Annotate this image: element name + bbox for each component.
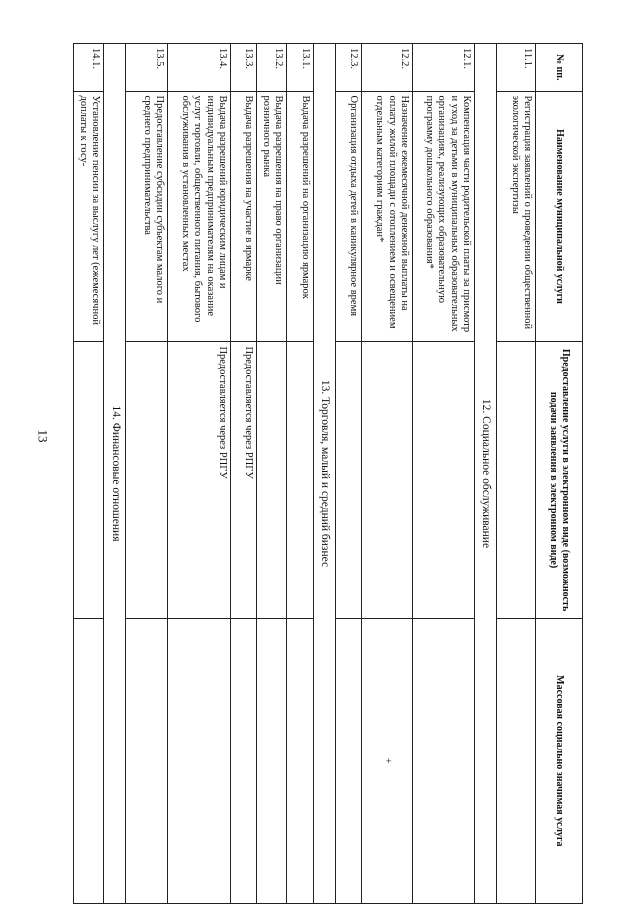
row-num: 11.1. (497, 44, 536, 92)
row-name: Регистрация заявлений о проведении общественной экологической экспертизы (497, 91, 536, 342)
table-row (168, 44, 231, 904)
row-electronic (497, 342, 536, 618)
row-mass (231, 618, 257, 903)
row-num: 14.1. (74, 44, 104, 92)
row-name: Назначение ежемесячной денежной выплаты на оплату жилой площади с отоплением и освещением отдельным категориям граждан* (362, 91, 413, 342)
row-electronic (413, 342, 475, 618)
table-row (287, 44, 314, 904)
table-row (336, 44, 362, 904)
row-name: Организация отдыха детей в каникулярное время (336, 91, 362, 342)
row-electronic (287, 342, 314, 618)
section-title: 13. Торговля, малый и средний бизнес (314, 44, 336, 904)
row-name: Выдача разрешений юридическим лицам и индивидуальным предпринимателям на оказание услуг торговли, общественного питания, бытового обслуживания в установленных местах (168, 91, 231, 342)
row-mass (257, 618, 287, 903)
row-name: Выдача разрешения на участие в ярмарке (231, 91, 257, 342)
row-electronic: Предоставляется через РПГУ (168, 342, 231, 618)
row-electronic (74, 342, 104, 618)
row-electronic (336, 342, 362, 618)
row-mass: + (362, 618, 413, 903)
row-num: 13.4. (168, 44, 231, 92)
row-electronic (126, 342, 168, 618)
row-name: Выдача разрешения на право организации розничного рынка (257, 91, 287, 342)
page-number: 13 (35, 429, 51, 443)
rotated-table-wrapper (77, 43, 583, 904)
row-name: Компенсация части родительской платы за присмотр и уход за детьми в муниципальных образовательных организациях, реализующих образовательную программу дошкольного образования* (413, 91, 475, 342)
header-num: № пп. (536, 44, 583, 92)
row-electronic (257, 342, 287, 618)
row-electronic: Предоставляется через РПГУ (231, 342, 257, 618)
header-row (536, 44, 583, 904)
row-num: 12.1. (413, 44, 475, 92)
section-row (314, 44, 336, 904)
row-mass (168, 618, 231, 903)
table-row (362, 44, 413, 904)
row-name: Установление пенсии за выслугу лет (ежемесячной доплаты к госу- (74, 91, 104, 342)
header-name: Наименование муниципальной услуги (536, 91, 583, 342)
row-mass (336, 618, 362, 903)
row-num: 13.3. (231, 44, 257, 92)
table-row (231, 44, 257, 904)
row-num: 12.3. (336, 44, 362, 92)
section-title: 12. Социальное обслуживание (475, 44, 497, 904)
row-num: 12.2. (362, 44, 413, 92)
row-num: 13.5. (126, 44, 168, 92)
services-table (74, 43, 584, 904)
row-num: 13.2. (257, 44, 287, 92)
row-mass (74, 618, 104, 903)
row-electronic (362, 342, 413, 618)
row-mass (497, 618, 536, 903)
table-row (126, 44, 168, 904)
row-mass (413, 618, 475, 903)
row-name: Выдача разрешений на организацию ярмарок (287, 91, 314, 342)
row-name: Предоставление субсидии субъектам малого и среднего предпринимательства (126, 91, 168, 342)
section-row (104, 44, 126, 904)
section-title: 14. Финансовые отношения (104, 44, 126, 904)
table-row (257, 44, 287, 904)
row-mass (287, 618, 314, 903)
table-row (413, 44, 475, 904)
row-num: 13.1. (287, 44, 314, 92)
header-mass: Массовая социально значимая услуга (536, 618, 583, 903)
section-row (475, 44, 497, 904)
table-row (74, 44, 104, 904)
row-mass (126, 618, 168, 903)
table-row (497, 44, 536, 904)
header-electronic: Предоставление услуги в электронном виде (возможность подачи заявления в электронном виде) (536, 342, 583, 618)
